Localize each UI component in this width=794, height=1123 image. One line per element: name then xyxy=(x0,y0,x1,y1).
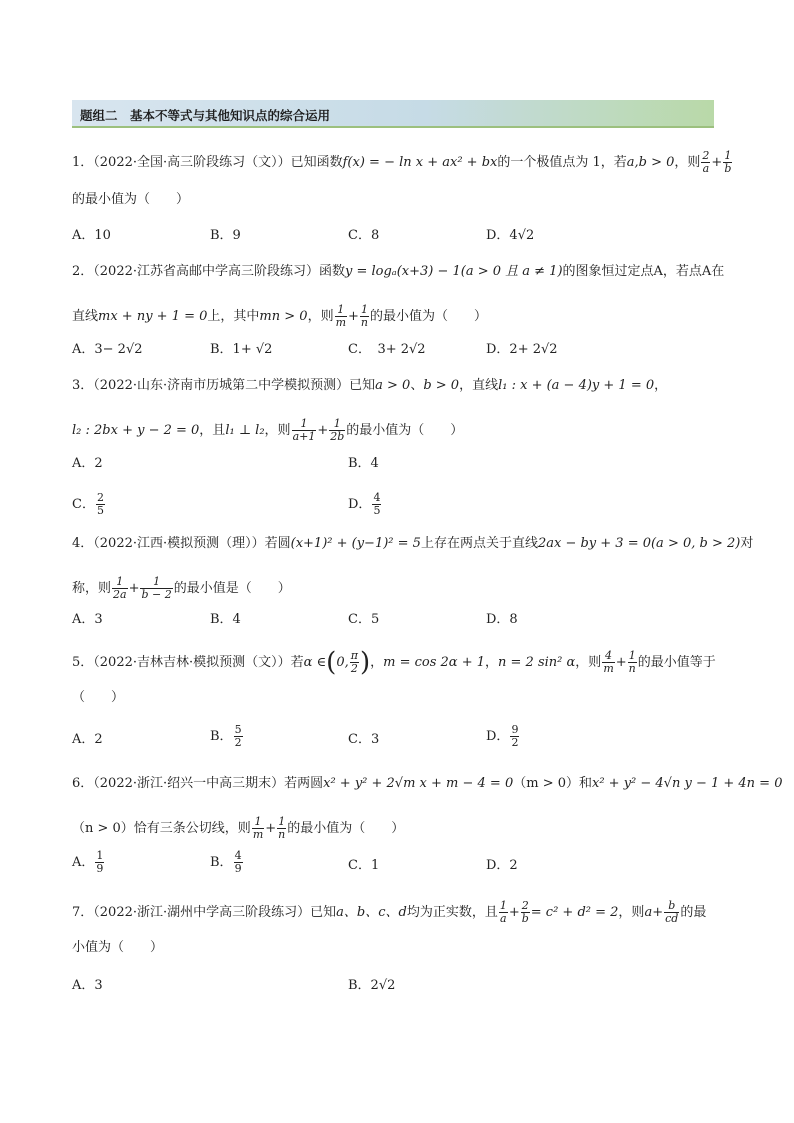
fraction: $\frac{1}{a+1}$ xyxy=(292,417,316,443)
q1-option-c[interactable]: C．8 xyxy=(348,228,380,243)
q7-line2: 小值为（ ） xyxy=(72,940,164,955)
q2-option-a[interactable]: A．3− 2√2 xyxy=(72,342,143,357)
fraction: $\frac{1}{b}$ xyxy=(724,149,732,175)
fraction: $\frac{1}{n}$ xyxy=(628,649,636,675)
q2-option-d[interactable]: D．2+ 2√2 xyxy=(486,342,558,357)
q6-line1: 6．（2022·浙江·绍兴一中高三期末）若两圆x² + y² + 2√m x + m − 4 = 0（m > 0）和x² + y² − 4√n y − 1 + 4n = 0 xyxy=(72,776,783,791)
q4-option-d[interactable]: D．8 xyxy=(486,612,518,627)
q4-option-a[interactable]: A．3 xyxy=(72,612,103,627)
q3-option-c[interactable]: C． $\frac{2}{5}$ xyxy=(72,491,104,517)
q7-option-a[interactable]: A．3 xyxy=(72,978,103,993)
fraction: $\frac{1}{2b}$ xyxy=(330,417,345,443)
q2-option-c[interactable]: C． 3+ 2√2 xyxy=(348,342,426,357)
q6-option-b[interactable]: B． $\frac{4}{9}$ xyxy=(210,849,242,875)
q1-option-d[interactable]: D．4√2 xyxy=(486,228,535,243)
q6-option-a[interactable]: A． $\frac{1}{9}$ xyxy=(72,849,104,875)
fraction: $\frac{b}{cd}$ xyxy=(665,899,679,925)
q4-line2: 称，则 $\frac{1}{2a}$ + $\frac{1}{b - 2}$ 的最小值是（ ） xyxy=(72,575,291,601)
q3-option-b[interactable]: B．4 xyxy=(348,456,379,471)
q1-line2: 的最小值为（ ） xyxy=(72,192,190,207)
q3-line2: l₂ : 2bx + y − 2 = 0，且l₁ ⊥ l₂，则 $\frac{1}{a+1}$ + $\frac{1}{2b}$ 的最小值为（ ） xyxy=(72,417,464,443)
q3-line1: 3．（2022·山东·济南市历城第二中学模拟预测）已知a > 0、b > 0，直线l₁ : x + (a − 4)y + 1 = 0， xyxy=(72,378,668,393)
fraction: $\frac{1}{a}$ xyxy=(499,899,507,925)
q4-line1: 4．（2022·江西·模拟预测（理））若圆(x+1)² + (y−1)² = 5上存在两点关于直线2ax − by + 3 = 0(a > 0, b > 2)对 xyxy=(72,536,754,551)
q5-option-c[interactable]: C．3 xyxy=(348,732,380,747)
q6-option-c[interactable]: C．1 xyxy=(348,858,380,873)
q3-option-a[interactable]: A．2 xyxy=(72,456,103,471)
q4-option-c[interactable]: C．5 xyxy=(348,612,380,627)
q5-line1: 5．（2022·吉林吉林·模拟预测（文））若α ∈(0, $\frac{\pi}{2}$ )，m = cos 2α + 1，n = 2 sin² α，则 $\frac{4}{m}$ + $\frac{1}{n}$ 的最小值等于 xyxy=(72,647,716,678)
fraction: $\frac{1}{m}$ xyxy=(335,303,347,329)
q4-option-b[interactable]: B．4 xyxy=(210,612,241,627)
q1-option-a[interactable]: A．10 xyxy=(72,228,111,243)
q6-line2: （n > 0）恰有三条公切线，则 $\frac{1}{m}$ + $\frac{1}{n}$ 的最小值为（ ） xyxy=(72,815,405,841)
q5-line2: （ ） xyxy=(72,690,125,705)
section-banner xyxy=(72,100,714,128)
fraction: $\frac{1}{n}$ xyxy=(360,303,369,329)
q1-formula: f(x) = − ln x + ax² + bx xyxy=(342,155,498,170)
q6-option-d[interactable]: D．2 xyxy=(486,858,518,873)
q5-option-d[interactable]: D． $\frac{9}{2}$ xyxy=(486,723,519,749)
fraction: $\frac{1}{m}$ xyxy=(252,815,264,841)
fraction: $\frac{1}{b - 2}$ xyxy=(141,575,172,601)
q2-line2: 直线mx + ny + 1 = 0上，其中mn > 0，则 $\frac{1}{m}$ + $\frac{1}{n}$ 的最小值为（ ） xyxy=(72,303,488,329)
q7-option-b[interactable]: B．2√2 xyxy=(348,978,396,993)
q3-option-d[interactable]: D． $\frac{4}{5}$ xyxy=(348,491,381,517)
q1-line1: 1．（2022·全国·高三阶段练习（文））已知函数f(x) = − ln x + ax² + bx的一个极值点为 1，若a,b > 0，则 $\frac{2}{a}$ + $\frac{1}{b}$ xyxy=(72,149,732,175)
fraction: $\frac{1}{2a}$ xyxy=(113,575,127,601)
section-title: 题组二 基本不等式与其他知识点的综合运用 xyxy=(80,108,331,123)
fraction: $\frac{2}{a}$ xyxy=(702,149,710,175)
q7-line1: 7．（2022·浙江·湖州中学高三阶段练习）已知a、b、c、d均为正实数，且 $\frac{1}{a}$ + $\frac{2}{b}$ = c² + d² = 2，则a+ $\frac{b}{cd}$ 的最 xyxy=(72,899,707,925)
q2-line1: 2．（2022·江苏省高邮中学高三阶段练习）函数y = logₐ(x+3) − 1(a > 0 且 a ≠ 1)的图象恒过定点A，若点A在 xyxy=(72,264,725,279)
q5-option-a[interactable]: A．2 xyxy=(72,732,103,747)
fraction: $\frac{2}{b}$ xyxy=(521,899,529,925)
interval: (0, $\frac{\pi}{2}$ ) xyxy=(326,647,371,678)
q1-option-b[interactable]: B．9 xyxy=(210,228,241,243)
fraction: $\frac{4}{m}$ xyxy=(603,649,614,675)
q5-option-b[interactable]: B． $\frac{5}{2}$ xyxy=(210,723,242,749)
q2-option-b[interactable]: B．1+ √2 xyxy=(210,342,273,357)
fraction: $\frac{1}{n}$ xyxy=(278,815,286,841)
